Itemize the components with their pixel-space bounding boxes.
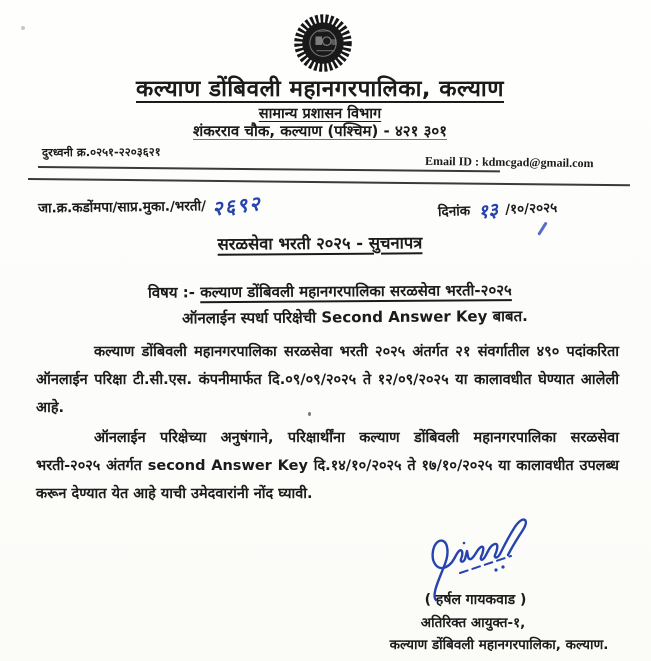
phone-number: दुरध्वनी क्र.०२५१-२२०३६२१ bbox=[41, 144, 161, 160]
subject-text-line2: ऑनलाईन स्पर्धा परिक्षेची Second Answer Key बाबत. bbox=[182, 306, 528, 328]
address-line: शंकरराव चौक, कल्याण (पश्चिम) - ४२१ ३०१ bbox=[193, 122, 447, 140]
org-name-heading: कल्याण डोंबिवली महानगरपालिका, कल्याण bbox=[136, 76, 504, 102]
outward-number-handwritten: २६९२ bbox=[210, 190, 263, 221]
signatory-name: ( हर्षल गायकवाड ) bbox=[424, 592, 527, 608]
department-heading: सामान्य प्रशासन विभाग bbox=[258, 106, 382, 122]
stray-dot bbox=[308, 412, 311, 416]
outward-number-prefix: जा.क्र.कडोंमपा/साप्र.मुका./भरती/ bbox=[37, 198, 207, 217]
date-day-handwritten: १३ bbox=[476, 199, 500, 224]
outward-number-line bbox=[38, 191, 262, 221]
date-line bbox=[438, 195, 558, 225]
email-label: Email ID : bbox=[424, 153, 480, 169]
body-paragraph-1: कल्याण डोंबिवली महानगरपालिका सरळसेवा भरती २०२५ अंतर्गत २१ संवर्गातील ४९० पदांकरिता ऑनलाईन परिक्षा टी.सी.एस. कंपनीमार्फत दि.०९/०९/२०२५ ते १२/०९/२०२५ या कालावधीत घेण्यात आलेली आहे. bbox=[36, 344, 619, 416]
municipal-emblem-icon bbox=[289, 11, 357, 77]
signatory-designation: अतिरिक्त आयुक्त-१, bbox=[420, 615, 526, 631]
notice-title: सरळसेवा भरती २०२५ - सुचनापत्र bbox=[217, 233, 423, 254]
subject-block bbox=[148, 279, 618, 328]
subject-line1 bbox=[148, 279, 618, 302]
signatory-organization: कल्याण डोंबिवली महानगरपालिका, कल्याण. bbox=[389, 637, 609, 653]
full-width-divider-line bbox=[28, 178, 630, 186]
date-label: दिनांक bbox=[437, 202, 471, 221]
body-paragraph-2: ऑनलाईन परिक्षेच्या अनुषंगाने, परिक्षार्थींना कल्याण डोंबिवली महानगरपालिका सरळसेवा भरती-२०२५ अंतर्गत second Answer Key दि.१४/१०/२०२५ ते १७/१०/२०२५ या कालावधीत उपलब्ध करून देण्यात येत आहे याची उमेदवारांनी नोंद घ्यावी. bbox=[36, 430, 619, 502]
scan-speck bbox=[21, 26, 25, 30]
email-address: kdmcgad@gmail.com bbox=[481, 154, 594, 171]
subject-label: विषय :- bbox=[147, 283, 196, 302]
date-printed-part: /१०/२०२५ bbox=[504, 199, 558, 218]
subject-text-line1: कल्याण डोंबिवली महानगरपालिका सरळसेवा भरती-२०२५ bbox=[200, 281, 512, 302]
email-line bbox=[425, 154, 594, 171]
